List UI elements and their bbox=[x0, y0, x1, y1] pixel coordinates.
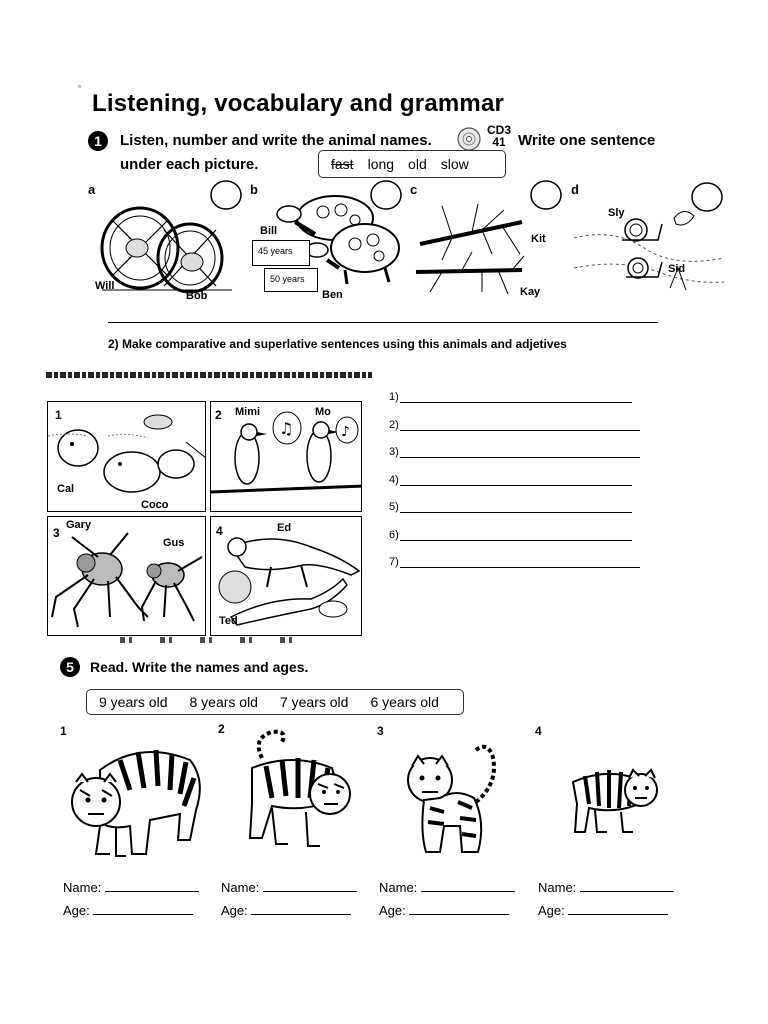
exercise-1-instruction-end: Write one sentence bbox=[518, 132, 656, 149]
age-blank[interactable] bbox=[251, 914, 351, 915]
age-label: Age: bbox=[538, 903, 565, 918]
answer-line-1[interactable] bbox=[389, 391, 632, 403]
answer-line-5[interactable] bbox=[389, 501, 632, 513]
name-label: Name: bbox=[221, 880, 260, 895]
answer-number-7: 7) bbox=[389, 556, 399, 568]
tiger-4-number: 4 bbox=[535, 724, 542, 738]
answer-line-4[interactable] bbox=[389, 474, 632, 486]
panel-1-number: 1 bbox=[55, 408, 62, 422]
label-ben: Ben bbox=[322, 289, 343, 301]
tiger-3-name-field[interactable] bbox=[379, 880, 515, 895]
task-2-instruction: 2) Make comparative and superlative sentences using this animals and adjetives bbox=[108, 337, 567, 351]
word-bank bbox=[318, 150, 506, 178]
name-label: Name: bbox=[63, 880, 102, 895]
answer-number-6: 6) bbox=[389, 529, 399, 541]
word-bank-item: slow bbox=[440, 156, 469, 172]
age-option: 8 years old bbox=[189, 694, 258, 710]
tiger-2-number: 2 bbox=[218, 722, 225, 736]
picture-letter-c: c bbox=[410, 182, 418, 197]
snails-illustration bbox=[574, 198, 724, 298]
sign-45-years bbox=[252, 240, 310, 266]
label-bill: Bill bbox=[260, 225, 278, 237]
ages-word-bank bbox=[86, 689, 464, 715]
cd-track: 41 bbox=[492, 135, 506, 149]
cropped-instruction-fragment bbox=[46, 372, 372, 382]
exercise-1-number: 1 bbox=[88, 131, 108, 151]
tiger-4-age-field[interactable] bbox=[538, 903, 668, 918]
label-ed: Ed bbox=[277, 522, 292, 534]
picture-letter-b: b bbox=[250, 182, 258, 197]
spiders-illustration bbox=[48, 517, 206, 636]
answer-blank-4[interactable] bbox=[400, 475, 632, 486]
label-gus: Gus bbox=[163, 537, 185, 549]
exercise-1-instruction-line1: Listen, number and write the animal names. bbox=[120, 132, 432, 149]
panel-4-number: 4 bbox=[216, 524, 223, 538]
panel-3-number: 3 bbox=[53, 526, 60, 540]
tiger-1-illustration bbox=[60, 730, 205, 870]
answer-blank-6[interactable] bbox=[400, 530, 632, 541]
tiger-1-number: 1 bbox=[60, 724, 67, 738]
tiger-3-age-field[interactable] bbox=[379, 903, 509, 918]
answer-number-4: 4) bbox=[389, 474, 399, 486]
age-blank[interactable] bbox=[568, 914, 668, 915]
tiger-2-name-field[interactable] bbox=[221, 880, 357, 895]
exercise-5-number: 5 bbox=[60, 657, 80, 677]
cd-label: CD3 bbox=[487, 123, 512, 137]
answer-blank-3[interactable] bbox=[400, 447, 640, 458]
tiger-3-illustration bbox=[400, 742, 505, 860]
label-kit: Kit bbox=[531, 233, 546, 245]
label-mimi: Mimi bbox=[235, 406, 261, 418]
label-ted: Ted bbox=[219, 615, 238, 627]
tiger-4-name-field[interactable] bbox=[538, 880, 674, 895]
label-mo: Mo bbox=[315, 406, 331, 418]
stick-insects-illustration bbox=[412, 196, 552, 296]
word-bank-item: long bbox=[367, 156, 395, 172]
answer-line-6[interactable] bbox=[389, 529, 632, 541]
guinea-pigs-illustration bbox=[48, 402, 206, 512]
answer-number-1: 1) bbox=[389, 391, 399, 403]
name-label: Name: bbox=[538, 880, 577, 895]
answer-line-2[interactable] bbox=[389, 419, 640, 431]
hamster-wheel-illustration bbox=[92, 190, 242, 300]
panel-1-guinea-pigs bbox=[47, 401, 206, 512]
name-blank[interactable] bbox=[263, 891, 357, 892]
answer-line-7[interactable] bbox=[389, 556, 640, 568]
name-blank[interactable] bbox=[580, 891, 674, 892]
label-45-years: 45 years bbox=[258, 246, 293, 256]
label-gary: Gary bbox=[66, 519, 92, 531]
panel-2-birds bbox=[210, 401, 362, 512]
tiger-1-name-field[interactable] bbox=[63, 880, 199, 895]
cd-track-label bbox=[487, 124, 511, 148]
age-option: 9 years old bbox=[99, 694, 168, 710]
label-kay: Kay bbox=[520, 286, 541, 298]
page-title: Listening, vocabulary and grammar bbox=[92, 90, 505, 117]
tiger-2-illustration bbox=[232, 728, 362, 860]
age-blank[interactable] bbox=[93, 914, 193, 915]
picture-letter-a: a bbox=[88, 182, 96, 197]
answer-blank-2[interactable] bbox=[400, 420, 640, 431]
cd-icon bbox=[456, 126, 482, 152]
age-label: Age: bbox=[379, 903, 406, 918]
tiger-3-number: 3 bbox=[377, 724, 384, 738]
panel-3-spiders bbox=[47, 516, 206, 636]
sentence-writing-line[interactable] bbox=[108, 322, 658, 323]
answer-number-3: 3) bbox=[389, 446, 399, 458]
exercise-5-instruction: Read. Write the names and ages. bbox=[90, 659, 309, 675]
answer-number-5: 5) bbox=[389, 501, 399, 513]
answer-number-2: 2) bbox=[389, 419, 399, 431]
cropped-heading-fragment bbox=[120, 637, 300, 643]
label-sid: Sid bbox=[668, 263, 686, 275]
tiger-2-age-field[interactable] bbox=[221, 903, 351, 918]
sign-50-years bbox=[264, 268, 318, 292]
age-option: 7 years old bbox=[279, 694, 349, 710]
svg-text:♫: ♫ bbox=[279, 419, 294, 438]
word-bank-item: old bbox=[408, 156, 427, 172]
label-will: Will bbox=[95, 280, 115, 292]
label-bob: Bob bbox=[186, 290, 208, 302]
age-label: Age: bbox=[63, 903, 90, 918]
panel-2-number: 2 bbox=[215, 408, 222, 422]
answer-blank-5[interactable] bbox=[400, 502, 632, 513]
name-label: Name: bbox=[379, 880, 418, 895]
svg-text:♪: ♪ bbox=[341, 424, 350, 440]
label-coco: Coco bbox=[141, 499, 169, 511]
label-50-years: 50 years bbox=[270, 274, 305, 284]
age-blank[interactable] bbox=[409, 914, 509, 915]
label-sly: Sly bbox=[608, 207, 625, 219]
tiger-1-age-field[interactable] bbox=[63, 903, 193, 918]
panel-4-lizards bbox=[210, 516, 362, 636]
page-marker: ▫ bbox=[78, 82, 81, 91]
picture-letter-d: d bbox=[571, 182, 579, 197]
answer-line-3[interactable] bbox=[389, 446, 640, 458]
age-label: Age: bbox=[221, 903, 248, 918]
exercise-1-instruction-line2: under each picture. bbox=[120, 156, 259, 173]
word-bank-item: fast bbox=[331, 156, 354, 172]
answer-blank-7[interactable] bbox=[400, 557, 640, 568]
singing-birds-illustration bbox=[211, 402, 362, 512]
answer-blank-1[interactable] bbox=[400, 392, 632, 403]
name-blank[interactable] bbox=[105, 891, 199, 892]
age-option: 6 years old bbox=[370, 694, 439, 710]
name-blank[interactable] bbox=[421, 891, 515, 892]
label-cal: Cal bbox=[57, 483, 75, 495]
tiger-4-illustration bbox=[565, 752, 665, 836]
